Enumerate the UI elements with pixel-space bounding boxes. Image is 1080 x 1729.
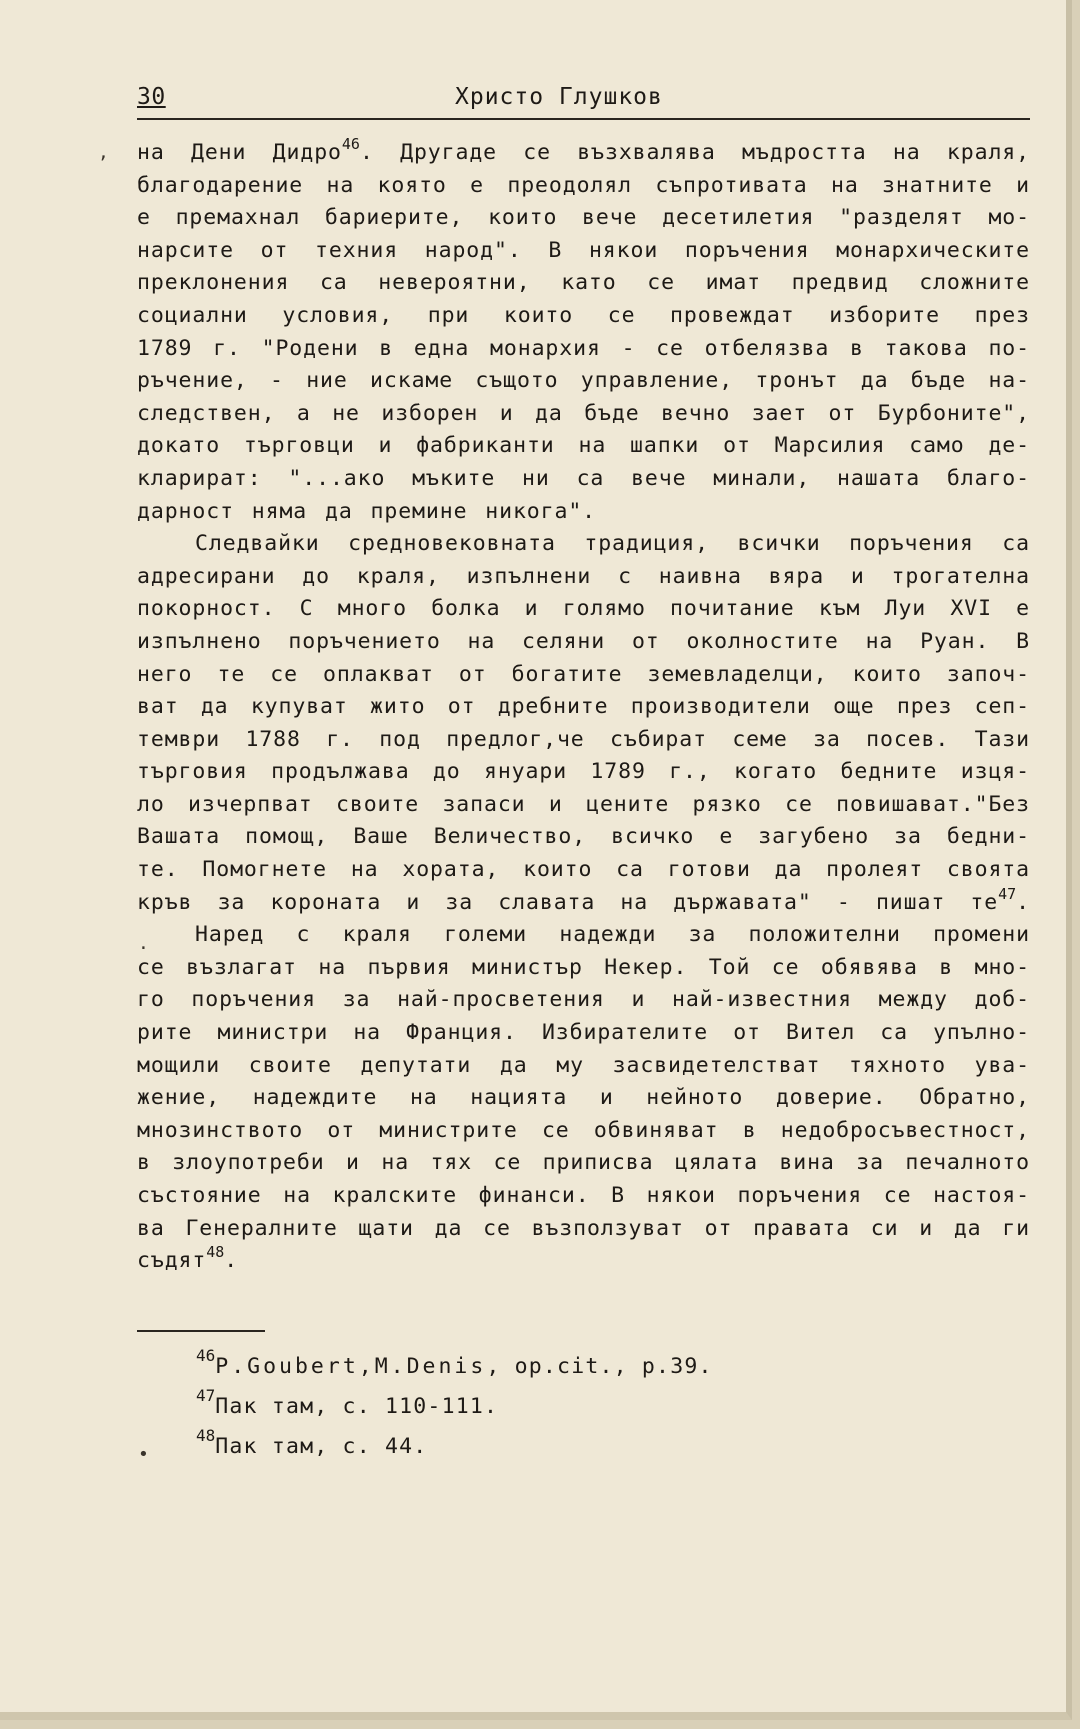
text-line: съдят$^{48}$. (137, 1243, 239, 1274)
text-line: състояние на кралските финанси. В някои поръчения се настоя- (137, 1183, 1030, 1208)
margin-mark: • (138, 1444, 149, 1465)
margin-mark: · (138, 938, 149, 959)
footnotes (196, 1347, 713, 1467)
text-line: кларират: "...ако мъките ни са вече минали, нашата благо- (137, 465, 1030, 491)
footnote-46 (196, 1347, 713, 1387)
text-line: е премахнал бариерите, които вече десетилетия "разделят мо- (137, 205, 1030, 231)
text-line: търговия продължава до януари 1789 г., когато бедните изця- (137, 759, 1030, 785)
text-line: изпълнено поръчението на селяни от околностите на Руан. В (137, 628, 1030, 654)
margin-mark: , (98, 142, 109, 163)
text-line: Наред с краля големи надежди за положителни промени (195, 922, 1030, 948)
footnote-text: Пак там, с. 44. (215, 1434, 428, 1459)
page-header (137, 84, 1030, 120)
text-line: тември 1788 г. под предлог,че събират семе за посев. Тази (137, 726, 1030, 752)
text-line: мнозинството от министрите се обвиняват в недобросъвестност, (137, 1117, 1030, 1143)
text-line: докато търговци и фабриканти на шапки от Марсилия само де- (137, 433, 1030, 459)
text-line: се възлагат на първия министър Некер. Той се обявява в мно- (137, 954, 1030, 980)
text-line: благодарение на която е преодолял съпротивата на знатните и (137, 172, 1030, 198)
footnote-text: , op.cit., p.39. (486, 1354, 713, 1379)
text-line: Вашата помощ, Ваше Величество, всичко е загубено за бедни- (137, 824, 1030, 850)
text-line: те. Помогнете на хората, които са готови да пролеят своята (137, 857, 1030, 883)
body-text (137, 137, 1030, 1278)
footnote-number: 48 (196, 1426, 216, 1445)
footnote-text: Пак там, с. 110-111. (215, 1394, 499, 1419)
text-line: рите министри на Франция. Избирателите от Вител са упълно- (137, 1020, 1030, 1046)
text-line: на Дени Дидро$^{46}$. Другаде се възхвалява мъдростта на краля, (137, 135, 1030, 165)
footnote-ref-46[interactable]: 46 (341, 135, 360, 153)
footnote-48 (196, 1427, 713, 1467)
page-number: 30 (137, 84, 166, 110)
text-line: го поръчения за най-просветения и най-известния между доб- (137, 987, 1030, 1013)
footnote-ref-48[interactable]: 48 (206, 1243, 225, 1262)
text-line: ло изчерпват своите запаси и цените рязко се повишават."Без (137, 791, 1030, 817)
text-line: адресирани до краля, изпълнени с наивна вяра и трогателна (137, 563, 1030, 589)
text-line: кръв за короната и за славата на държавата" - пишат те$^{47}$. (137, 884, 1030, 915)
footnote-47 (196, 1387, 713, 1427)
text-line: покорност. С много болка и голямо почитание към Луи XVI е (137, 596, 1030, 622)
footnote-author: P.Goubert,M.Denis (215, 1354, 487, 1379)
text-line: ва Генералните щати да се възползуват от правата си и да ги (137, 1215, 1030, 1241)
text-line: Следвайки средновековната традиция, всички поръчения са (195, 531, 1030, 557)
text-line: следствен, а не изборен и да бъде вечно зает от Бурбоните", (137, 400, 1030, 426)
text-line: нарсите от техния народ". В някои поръчения монархическите (137, 237, 1030, 263)
text-line: мощили своите депутати да му засвидетелстват тяхното ува- (137, 1052, 1030, 1078)
footnote-number: 46 (196, 1346, 216, 1365)
footnote-number: 47 (196, 1386, 216, 1405)
text-line: 1789 г. "Родени в една монархия - се отбелязва в такова по- (137, 335, 1030, 361)
footnote-divider (137, 1330, 265, 1332)
text-line: жение, надеждите на нацията и нейното доверие. Обратно, (137, 1085, 1030, 1111)
footnote-ref-47[interactable]: 47 (998, 884, 1017, 903)
text-line: ват да купуват жито от дребните производители още през сеп- (137, 694, 1030, 720)
text-line: него те се оплакват от богатите земевладелци, които започ- (137, 661, 1030, 687)
text-line: ръчение, - ние искаме същото управление, тронът да бъде на- (137, 368, 1030, 394)
text-line: преклонения са невероятни, като се имат предвид сложните (137, 270, 1030, 296)
text-line: в злоупотреби и на тях се приписва цялата вина за печалното (137, 1150, 1030, 1176)
text-line: социални условия, при които се провеждат изборите през (137, 302, 1030, 328)
running-head: Христо Глушков (455, 84, 663, 110)
text-line: дарност няма да премине никога". (137, 498, 597, 524)
